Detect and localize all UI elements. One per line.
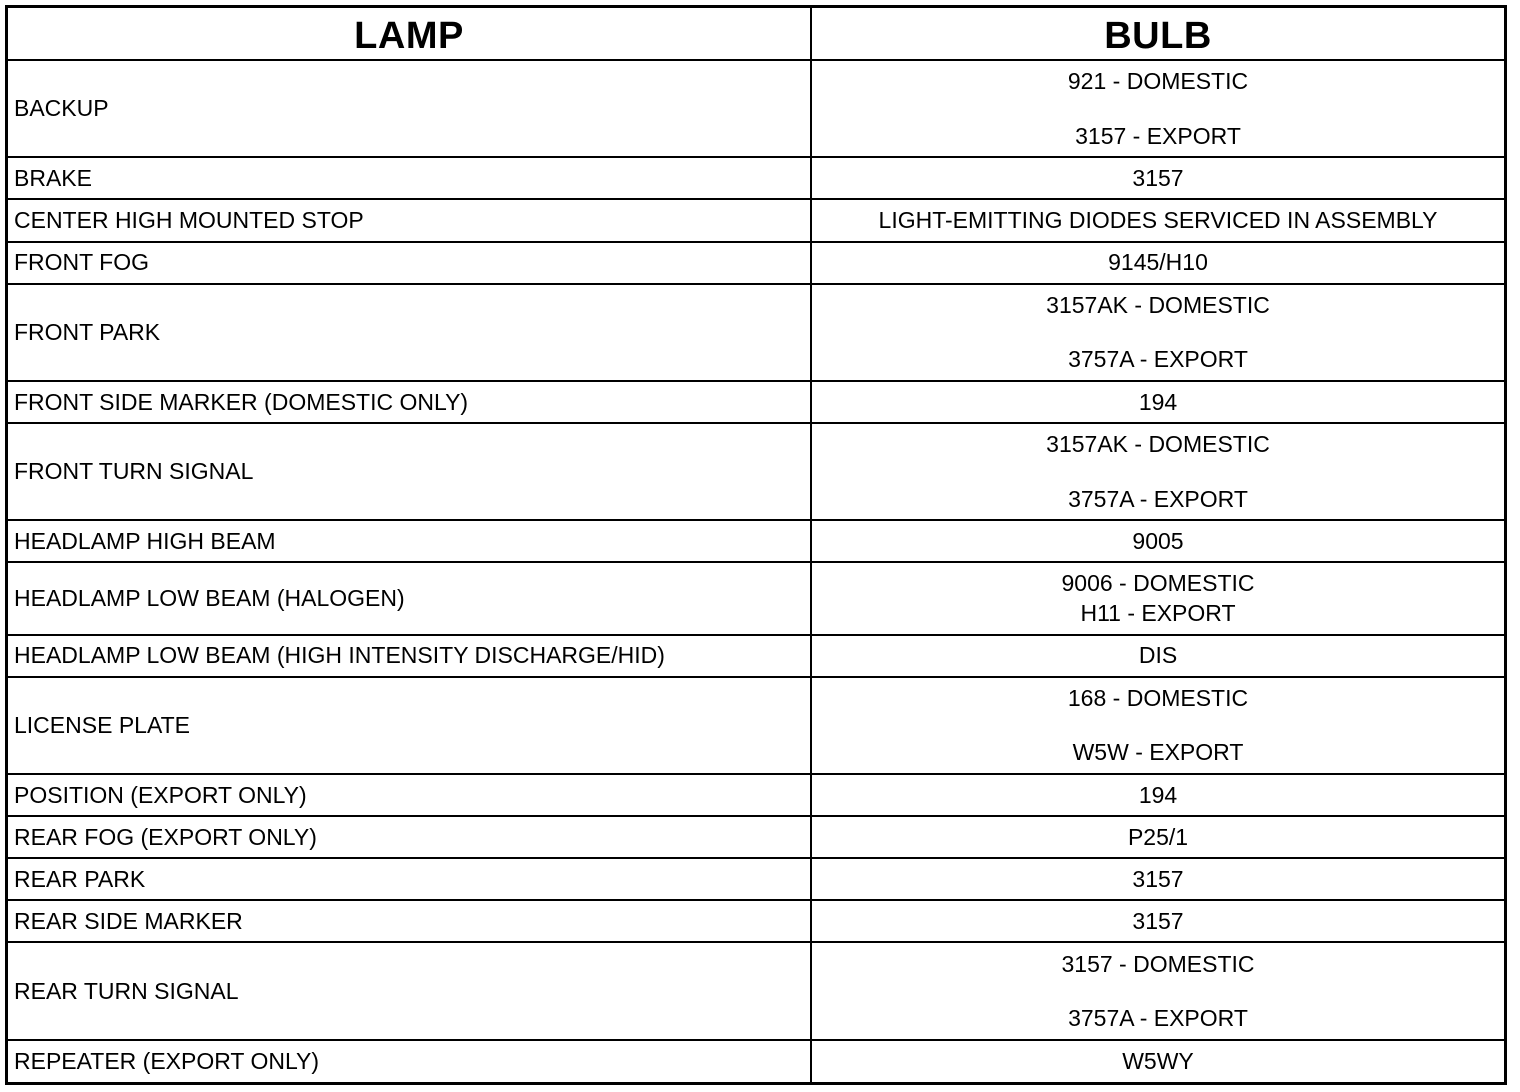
bulb-cell (811, 562, 1504, 634)
bulb-value: 3757A - EXPORT (1068, 485, 1248, 512)
table-row (8, 816, 1504, 858)
bulb-value: 3757A - EXPORT (1068, 1005, 1248, 1032)
lamp-cell: REAR PARK (8, 858, 811, 900)
bulb-value: 3157AK - DOMESTIC (1046, 431, 1270, 458)
bulb-value: 194 (1138, 781, 1178, 808)
bulb-value: 9006 - DOMESTIC (1061, 570, 1255, 597)
table-row (8, 774, 1504, 816)
bulb-cell (811, 858, 1504, 900)
bulb-value: P25/1 (1127, 823, 1189, 850)
bulb-cell (811, 774, 1504, 816)
lamp-cell: BACKUP (8, 60, 811, 157)
bulb-value: 168 - DOMESTIC (1067, 684, 1249, 711)
bulb-value: 3157 (1132, 908, 1184, 935)
bulb-cell (811, 284, 1504, 381)
table-row (8, 284, 1504, 381)
bulb-column-header: BULB (811, 8, 1504, 60)
table-row (8, 942, 1504, 1039)
bulb-value: DIS (1138, 642, 1178, 669)
bulb-cell (811, 423, 1504, 520)
bulb-value: 3157 - EXPORT (1075, 122, 1241, 149)
lamp-cell: REAR SIDE MARKER (8, 900, 811, 942)
table-row (8, 60, 1504, 157)
bulb-cell (811, 242, 1504, 284)
bulb-value: 3157 - DOMESTIC (1061, 950, 1255, 977)
bulb-cell (811, 1040, 1504, 1082)
bulb-cell (811, 157, 1504, 199)
bulb-value: 194 (1138, 388, 1178, 415)
lamp-cell: FRONT SIDE MARKER (DOMESTIC ONLY) (8, 381, 811, 423)
lamp-cell: REAR FOG (EXPORT ONLY) (8, 816, 811, 858)
lamp-cell: HEADLAMP LOW BEAM (HIGH INTENSITY DISCHARGE/HID) (8, 635, 811, 677)
bulb-value: H11 - EXPORT (1080, 600, 1236, 627)
table-row (8, 677, 1504, 774)
table-row (8, 381, 1504, 423)
header-row (8, 8, 1504, 60)
bulb-value: LIGHT-EMITTING DIODES SERVICED IN ASSEMBLY (878, 207, 1438, 234)
lamp-cell: REPEATER (EXPORT ONLY) (8, 1040, 811, 1082)
table-row (8, 635, 1504, 677)
lamp-cell: POSITION (EXPORT ONLY) (8, 774, 811, 816)
bulb-value: 3157AK - DOMESTIC (1046, 291, 1270, 318)
lamp-column-header: LAMP (8, 8, 811, 60)
lamp-cell: LICENSE PLATE (8, 677, 811, 774)
table-row (8, 858, 1504, 900)
table-row (8, 423, 1504, 520)
lamp-cell: FRONT FOG (8, 242, 811, 284)
bulb-cell (811, 60, 1504, 157)
lamp-cell: FRONT TURN SIGNAL (8, 423, 811, 520)
bulb-value: 921 - DOMESTIC (1067, 68, 1249, 95)
bulb-table (8, 8, 1504, 1082)
bulb-cell (811, 816, 1504, 858)
table-row (8, 520, 1504, 562)
bulb-cell (811, 520, 1504, 562)
bulb-cell (811, 900, 1504, 942)
bulb-cell (811, 199, 1504, 241)
table-row (8, 1040, 1504, 1082)
table-row (8, 242, 1504, 284)
bulb-value: 3757A - EXPORT (1068, 346, 1248, 373)
lamp-cell: REAR TURN SIGNAL (8, 942, 811, 1039)
lamp-cell: BRAKE (8, 157, 811, 199)
table-row (8, 157, 1504, 199)
bulb-value: W5WY (1122, 1048, 1194, 1075)
bulb-value: W5W - EXPORT (1072, 739, 1244, 766)
bulb-cell (811, 635, 1504, 677)
bulb-cell (811, 942, 1504, 1039)
lamp-cell: FRONT PARK (8, 284, 811, 381)
bulb-value: 3157 (1132, 866, 1184, 893)
lamp-cell: HEADLAMP LOW BEAM (HALOGEN) (8, 562, 811, 634)
lamp-cell: CENTER HIGH MOUNTED STOP (8, 199, 811, 241)
bulb-specification-chart (5, 5, 1507, 1085)
bulb-cell (811, 381, 1504, 423)
table-row (8, 199, 1504, 241)
table-row (8, 900, 1504, 942)
lamp-cell: HEADLAMP HIGH BEAM (8, 520, 811, 562)
bulb-value: 3157 (1132, 165, 1184, 192)
bulb-value: 9145/H10 (1108, 249, 1208, 276)
bulb-value: 9005 (1132, 528, 1184, 555)
bulb-cell (811, 677, 1504, 774)
table-row (8, 562, 1504, 634)
